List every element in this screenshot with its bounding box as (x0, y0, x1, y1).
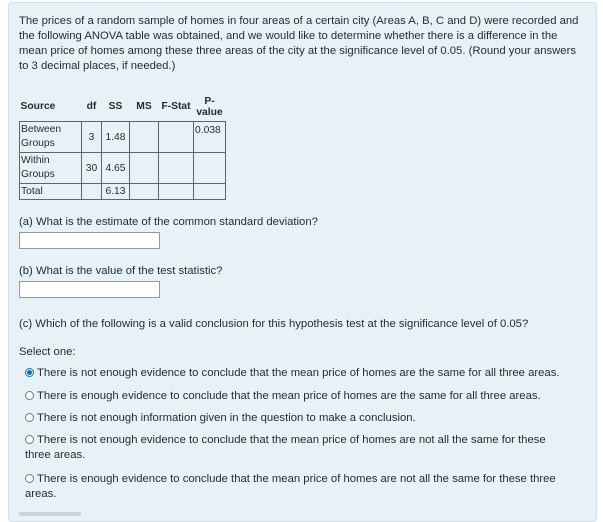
cell-pvalue: 0.038 (194, 122, 226, 153)
anova-table (19, 92, 226, 200)
cell-df: 3 (82, 122, 102, 153)
option-3[interactable] (25, 411, 565, 426)
header-fstat: F-Stat (159, 92, 194, 122)
part-a-prompt: (a) What is the estimate of the common standard deviation? (19, 216, 318, 228)
radio-icon[interactable] (25, 413, 34, 422)
option-2[interactable] (25, 389, 565, 404)
cell-fstat (159, 153, 194, 184)
header-ms: MS (130, 92, 159, 122)
cell-ms (130, 184, 159, 200)
row-label-line1: Within (21, 155, 50, 166)
cell-pvalue (194, 153, 226, 184)
option-4-text: There is not enough evidence to conclude that the mean price of homes are not all the same for these three areas. (25, 434, 546, 461)
option-4[interactable] (25, 433, 565, 463)
header-source: Source (20, 92, 82, 122)
row-label: Total (20, 184, 82, 200)
option-3-text: There is not enough information given in the question to make a conclusion. (37, 412, 416, 424)
anova-row-within (20, 153, 226, 184)
cell-ms (130, 153, 159, 184)
anova-header-row (20, 92, 226, 122)
cell-pvalue (194, 184, 226, 200)
option-2-text: There is enough evidence to conclude that the mean price of homes are the same for all three areas. (37, 390, 541, 402)
cell-df (82, 184, 102, 200)
option-1-text: There is not enough evidence to conclude that the mean price of homes are the same for all three areas. (37, 367, 560, 379)
anova-row-total (20, 184, 226, 200)
row-label (20, 153, 82, 184)
bottom-bar (19, 512, 81, 516)
radio-icon[interactable] (25, 435, 34, 444)
select-one-label: Select one: (19, 346, 76, 358)
header-pvalue (194, 92, 226, 122)
radio-icon[interactable] (25, 391, 34, 400)
row-label-line2: Groups (21, 138, 55, 149)
part-b-answer-input[interactable] (19, 281, 160, 298)
part-b-prompt: (b) What is the value of the test statistic? (19, 265, 223, 277)
row-label (20, 122, 82, 153)
anova-row-between (20, 122, 226, 153)
header-ss: SS (102, 92, 130, 122)
cell-ss: 4.65 (102, 153, 130, 184)
row-label-line1: Between (21, 124, 62, 135)
question-card (8, 2, 597, 522)
option-5-text: There is enough evidence to conclude that the mean price of homes are not all the same for these three areas. (25, 473, 556, 500)
part-a-answer-input[interactable] (19, 232, 160, 249)
header-df: df (82, 92, 102, 122)
cell-ss: 1.48 (102, 122, 130, 153)
header-pvalue-line1: P- (204, 95, 215, 107)
cell-ss: 6.13 (102, 184, 130, 200)
header-pvalue-line2: value (196, 106, 223, 118)
cell-fstat (159, 122, 194, 153)
radio-selected-icon[interactable] (25, 368, 34, 377)
option-5[interactable] (25, 472, 565, 502)
cell-ms (130, 122, 159, 153)
radio-icon[interactable] (25, 474, 34, 483)
cell-df: 30 (82, 153, 102, 184)
part-c-prompt: (c) Which of the following is a valid conclusion for this hypothesis test at the significance level of 0.05? (19, 318, 529, 330)
option-1[interactable] (25, 366, 565, 381)
cell-fstat (159, 184, 194, 200)
question-text: The prices of a random sample of homes in four areas of a certain city (Areas A, B, C and D) were recorded and the following ANOVA table was obtained, and we would like to determine whether there is a difference in the mean price of homes among these three areas of the city at the significance level of 0.05. (Round your answers to 3 decimal places, if needed.) (19, 15, 579, 72)
row-label-line2: Groups (21, 169, 55, 180)
